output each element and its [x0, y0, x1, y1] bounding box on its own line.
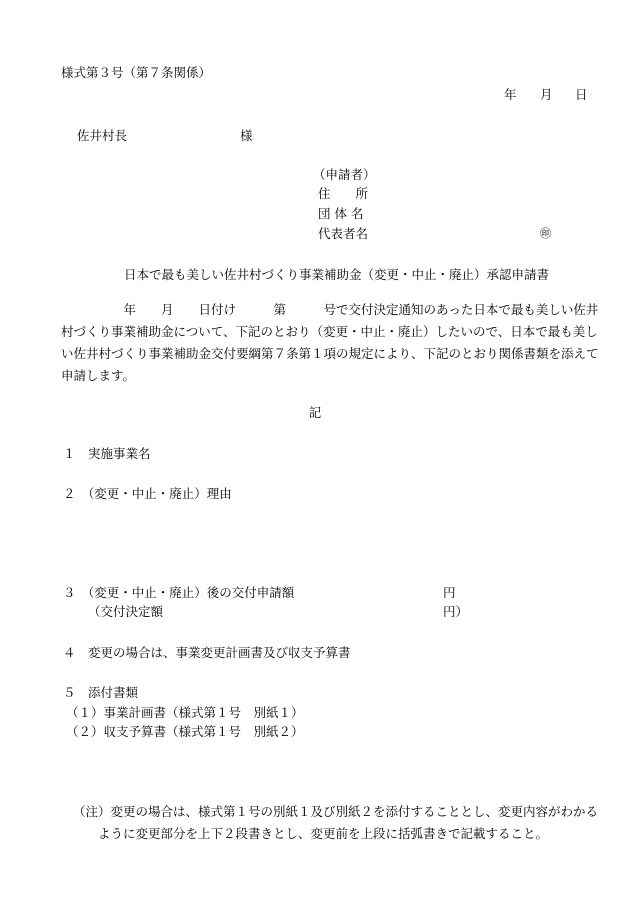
representative-label: 代表者名: [318, 226, 369, 241]
date-month: 月: [540, 87, 553, 102]
item-1: １ 実施事業名: [63, 446, 151, 461]
item-5: ５ 添付書類: [63, 685, 139, 700]
seal-mark: ㊞: [540, 227, 551, 240]
intro-paragraph: 年 月 日付け 第 号で交付決定通知のあった日本で最も美しい佐井村づくり事業補助金について、下記のとおり（変更・中止・廃止）したいので、日本で最も美しい佐井村づくり事業補助金交付要綱第７条第１項の規定により、下記のとおり関係書類を添えて申請します。: [61, 302, 599, 383]
applicant-label: （申請者）: [313, 167, 376, 182]
addressee-honorific: 様: [240, 128, 253, 143]
footnote: （注）変更の場合は、様式第１号の別紙１及び別紙２を添付することとし、変更内容がわかるように変更部分を上下２段書きとし、変更前を上段に括弧書きで記載すること。: [73, 804, 599, 841]
ki-heading: 記: [308, 405, 322, 420]
document-title: 日本で最も美しい佐井村づくり事業補助金（変更・中止・廃止）承認申請書: [124, 267, 550, 282]
item-3-sub: （交付決定額: [88, 604, 164, 619]
date-year: 年: [504, 87, 517, 102]
item-3-yen: 円: [443, 585, 456, 600]
address-label: 住 所: [318, 186, 369, 201]
attachment-1: （１）事業計画書（様式第１号 別紙１）: [66, 705, 304, 720]
date-day: 日: [575, 87, 588, 102]
attachment-2: （２）収支予算書（様式第１号 別紙２）: [66, 724, 304, 739]
group-name-label: 団 体 名: [318, 206, 364, 221]
addressee-name: 佐井村長: [77, 128, 128, 143]
form-number: 様式第３号（第７条関係）: [61, 65, 212, 80]
item-3-sub-yen: 円）: [443, 604, 469, 619]
item-3: ３ （変更・中止・廃止）後の交付申請額: [63, 585, 295, 600]
item-4: ４ 変更の場合は、事業変更計画書及び収支予算書: [63, 645, 351, 660]
item-2: ２ （変更・中止・廃止）理由: [63, 486, 232, 501]
